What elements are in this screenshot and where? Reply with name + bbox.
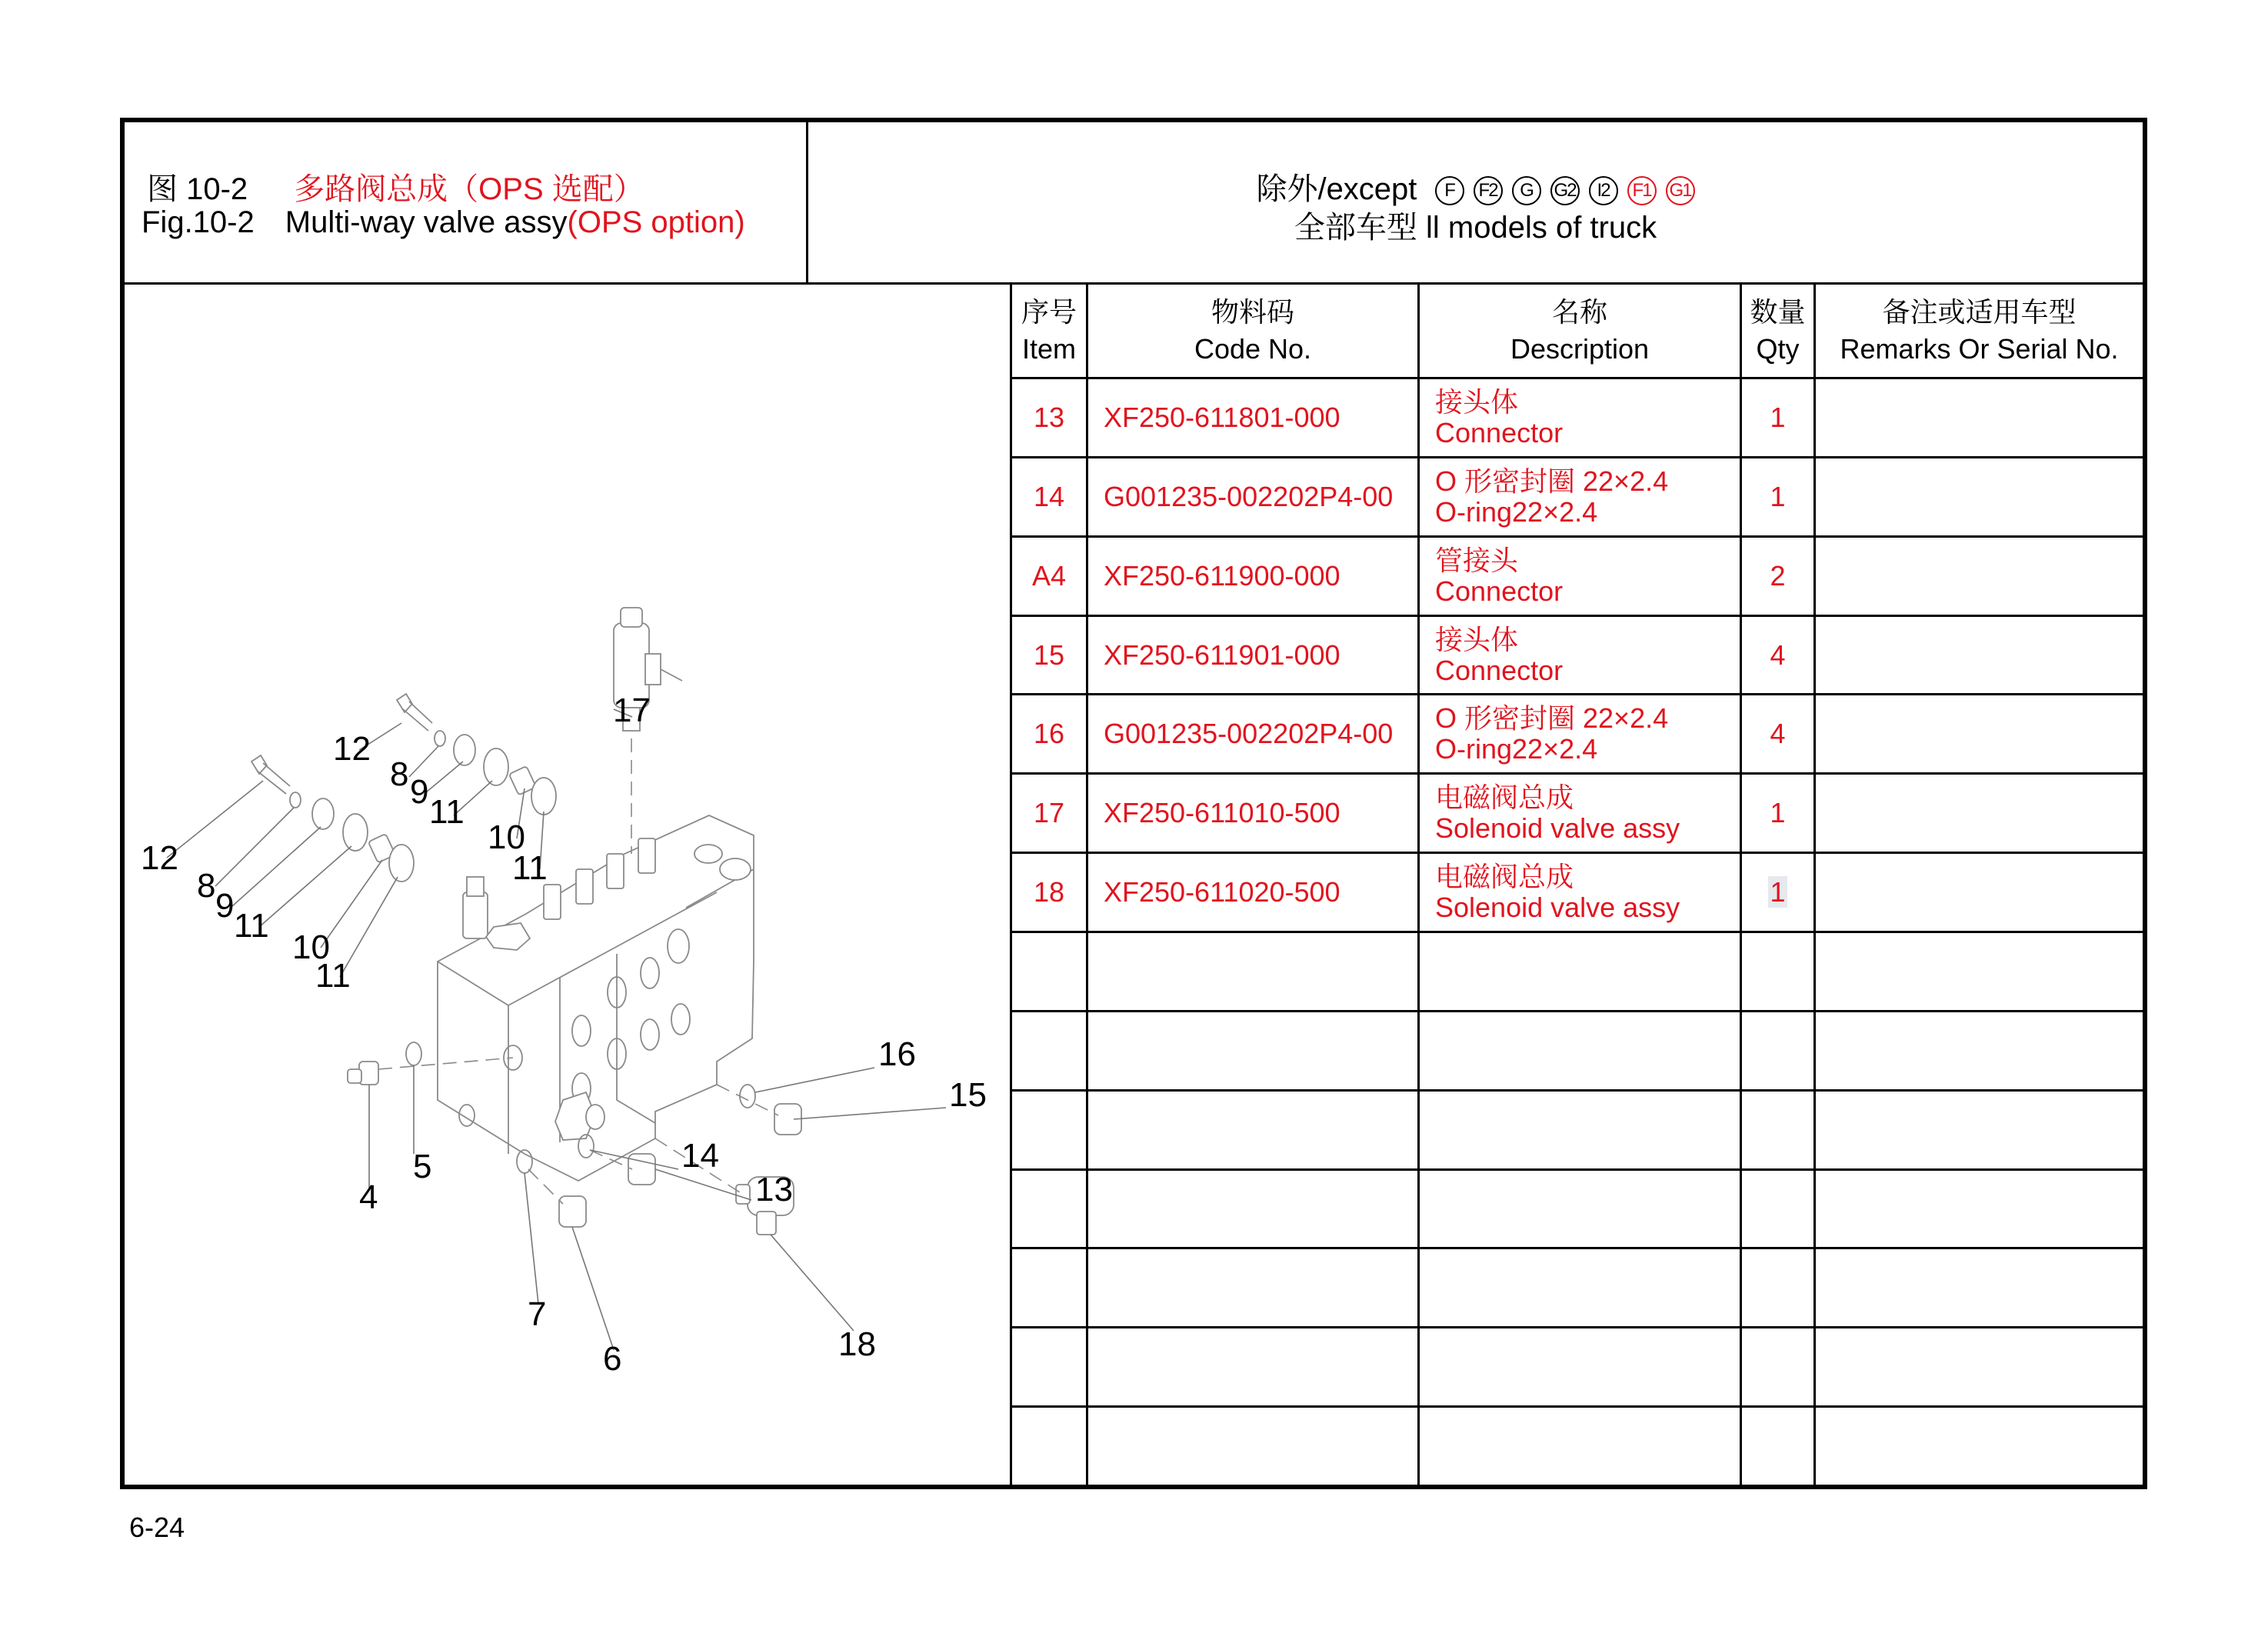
- callout-label: 8: [197, 867, 216, 905]
- callout-label: 10: [292, 928, 330, 966]
- description-cell: [1419, 695, 1741, 774]
- remarks-cell: [1815, 1328, 2143, 1407]
- code-cell: [1087, 1407, 1419, 1485]
- item-cell: [1011, 1407, 1087, 1485]
- description-cell: [1419, 853, 1741, 932]
- qty-cell: [1741, 853, 1815, 932]
- except-label: 除外/except: [1256, 172, 1417, 206]
- valve-assembly-drawing: [125, 285, 1010, 1489]
- item-cell: [1011, 1169, 1087, 1248]
- model-badge: F2: [1474, 176, 1503, 205]
- page-number: 6-24: [129, 1512, 185, 1543]
- qty-value: 4: [1770, 718, 1786, 750]
- item-cell: 17: [1011, 774, 1087, 853]
- callout-label: 6: [603, 1340, 622, 1378]
- description-cell: [1419, 615, 1741, 695]
- callout-label: 11: [429, 793, 465, 831]
- model-badge: F: [1435, 176, 1464, 205]
- remarks-cell: [1815, 1011, 2143, 1090]
- item-cell: [1011, 1090, 1087, 1169]
- code-cell: XF250-611010-500: [1087, 774, 1419, 853]
- callout-label: 10: [488, 818, 525, 856]
- code-cell: XF250-611901-000: [1087, 615, 1419, 695]
- callout-label: 11: [234, 907, 269, 945]
- callout-label: 15: [949, 1076, 987, 1114]
- code-cell: XF250-611801-000: [1087, 378, 1419, 458]
- item-cell: 14: [1011, 457, 1087, 536]
- qty-cell: [1741, 1169, 1815, 1248]
- table-header-row: [1011, 285, 2143, 378]
- code-cell: [1087, 932, 1419, 1012]
- code-cell: [1087, 1248, 1419, 1328]
- exploded-diagram: [125, 285, 1010, 1489]
- item-cell: A4: [1011, 536, 1087, 615]
- remarks-cell: [1815, 1169, 2143, 1248]
- table-row: [1011, 695, 2143, 774]
- code-cell: [1087, 1169, 1419, 1248]
- remarks-cell: [1815, 1248, 2143, 1328]
- callout-label: 9: [410, 773, 429, 811]
- qty-value: 1: [1770, 401, 1786, 433]
- figure-title-en: [142, 205, 745, 240]
- col-remarks-header: 备注或适用车型 Remarks Or Serial No.: [1815, 285, 2143, 378]
- qty-value: 1: [1770, 480, 1786, 512]
- table-row: [1011, 1407, 2143, 1485]
- code-cell: G001235-002202P4-00: [1087, 457, 1419, 536]
- figure-name-cn: 多路阀总成（OPS 选配）: [294, 172, 644, 206]
- table-row: [1011, 853, 2143, 932]
- col-qty-header: 数量 Qty: [1741, 285, 1815, 378]
- figure-title-block: [125, 122, 808, 282]
- description-cell: [1419, 536, 1741, 615]
- remarks-cell: [1815, 695, 2143, 774]
- callout-label: 8: [390, 755, 409, 793]
- qty-cell: [1741, 615, 1815, 695]
- description-en: O-ring22×2.4: [1435, 733, 1598, 765]
- description-en: Connector: [1435, 575, 1564, 607]
- model-badge: G: [1512, 176, 1541, 205]
- item-cell: [1011, 1011, 1087, 1090]
- description-cn: 电磁阀总成: [1435, 861, 1574, 893]
- qty-cell: [1741, 378, 1815, 458]
- document-frame: [120, 118, 2147, 1489]
- description-cell: [1419, 1248, 1741, 1328]
- qty-cell: [1741, 536, 1815, 615]
- qty-cell: [1741, 1011, 1815, 1090]
- qty-value: 1: [1770, 797, 1786, 829]
- qty-cell: [1741, 695, 1815, 774]
- qty-cell: [1741, 1407, 1815, 1485]
- table-row: [1011, 932, 2143, 1012]
- qty-value: 4: [1770, 638, 1786, 671]
- description-cn: 接头体: [1435, 623, 1519, 655]
- model-badge: G1: [1666, 176, 1695, 205]
- callout-label: 4: [359, 1178, 378, 1216]
- table-row: [1011, 1090, 2143, 1169]
- item-cell: [1011, 1328, 1087, 1407]
- callout-label: 5: [413, 1148, 432, 1185]
- description-cell: [1419, 1090, 1741, 1169]
- table-row: [1011, 1169, 2143, 1248]
- item-cell: 16: [1011, 695, 1087, 774]
- qty-cell: [1741, 774, 1815, 853]
- model-badge: I2: [1589, 176, 1618, 205]
- remarks-cell: [1815, 536, 2143, 615]
- remarks-cell: [1815, 378, 2143, 458]
- description-en: O-ring22×2.4: [1435, 495, 1598, 528]
- model-badge: G2: [1550, 176, 1580, 205]
- remarks-cell: [1815, 1407, 2143, 1485]
- figure-option-en: (OPS option): [567, 205, 745, 239]
- item-cell: [1011, 932, 1087, 1012]
- qty-cell: [1741, 1248, 1815, 1328]
- code-cell: XF250-611020-500: [1087, 853, 1419, 932]
- solenoid-17: [614, 608, 682, 854]
- callout-label: 7: [528, 1295, 547, 1333]
- figure-number-en: Fig.10-2: [142, 205, 255, 239]
- code-cell: [1087, 1328, 1419, 1407]
- code-cell: [1087, 1011, 1419, 1090]
- parts-table: [1010, 285, 2143, 1485]
- description-en: Solenoid valve assy: [1435, 892, 1680, 924]
- description-en: Connector: [1435, 416, 1564, 448]
- qty-cell: [1741, 932, 1815, 1012]
- remarks-cell: [1815, 457, 2143, 536]
- table-row: [1011, 457, 2143, 536]
- table-row: [1011, 378, 2143, 458]
- description-en: Connector: [1435, 654, 1564, 686]
- figure-name-en: Multi-way valve assy: [285, 205, 568, 239]
- figure-title-cn: [147, 165, 644, 208]
- item-cell: 13: [1011, 378, 1087, 458]
- valve-body: [438, 815, 754, 1181]
- remarks-cell: [1815, 932, 2143, 1012]
- code-cell: [1087, 1090, 1419, 1169]
- description-cn: O 形密封圈 22×2.4: [1435, 465, 1669, 497]
- callout-label: 13: [755, 1171, 793, 1208]
- code-cell: XF250-611900-000: [1087, 536, 1419, 615]
- item-cell: 15: [1011, 615, 1087, 695]
- item-cell: 18: [1011, 853, 1087, 932]
- qty-cell: [1741, 457, 1815, 536]
- callout-label: 11: [315, 957, 351, 995]
- callout-label: 12: [333, 730, 371, 768]
- table-row: [1011, 1248, 2143, 1328]
- except-line: [808, 165, 2143, 208]
- callout-label: 17: [613, 692, 651, 729]
- col-item-header: 序号 Item: [1011, 285, 1087, 378]
- remarks-cell: [1815, 615, 2143, 695]
- description-cell: [1419, 1407, 1741, 1485]
- description-cn: 接头体: [1435, 385, 1519, 418]
- description-cell: [1419, 457, 1741, 536]
- col-description-header: 名称 Description: [1419, 285, 1741, 378]
- table-row: [1011, 774, 2143, 853]
- table-row: [1011, 615, 2143, 695]
- table-row: [1011, 1328, 2143, 1407]
- qty-value: 1: [1770, 876, 1786, 908]
- figure-number-cn: 图 10-2: [147, 172, 248, 206]
- code-cell: G001235-002202P4-00: [1087, 695, 1419, 774]
- model-badges: [1426, 172, 1695, 206]
- callout-label: 9: [215, 887, 235, 925]
- description-en: Solenoid valve assy: [1435, 812, 1680, 845]
- item-cell: [1011, 1248, 1087, 1328]
- callout-label: 18: [838, 1325, 876, 1363]
- description-cell: [1419, 774, 1741, 853]
- callout-label: 12: [141, 839, 178, 877]
- applicability-block: [808, 122, 2143, 282]
- qty-value: 2: [1770, 559, 1786, 592]
- col-code-header: 物料码 Code No.: [1087, 285, 1419, 378]
- description-cell: [1419, 1011, 1741, 1090]
- remarks-cell: [1815, 853, 2143, 932]
- models-line: 全部车型 ll models of truck: [1294, 211, 1657, 245]
- description-cn: 管接头: [1435, 544, 1519, 576]
- callout-label: 16: [878, 1035, 916, 1073]
- callout-label: 11: [512, 849, 548, 887]
- remarks-cell: [1815, 1090, 2143, 1169]
- model-badge: F1: [1627, 176, 1657, 205]
- description-cn: 电磁阀总成: [1435, 782, 1574, 814]
- description-cn: O 形密封圈 22×2.4: [1435, 702, 1669, 735]
- description-cell: [1419, 1169, 1741, 1248]
- table-row: [1011, 1011, 2143, 1090]
- description-cell: [1419, 1328, 1741, 1407]
- table-row: [1011, 536, 2143, 615]
- description-cell: [1419, 378, 1741, 458]
- callout-label: 14: [681, 1137, 719, 1175]
- qty-cell: [1741, 1090, 1815, 1169]
- remarks-cell: [1815, 774, 2143, 853]
- qty-cell: [1741, 1328, 1815, 1407]
- description-cell: [1419, 932, 1741, 1012]
